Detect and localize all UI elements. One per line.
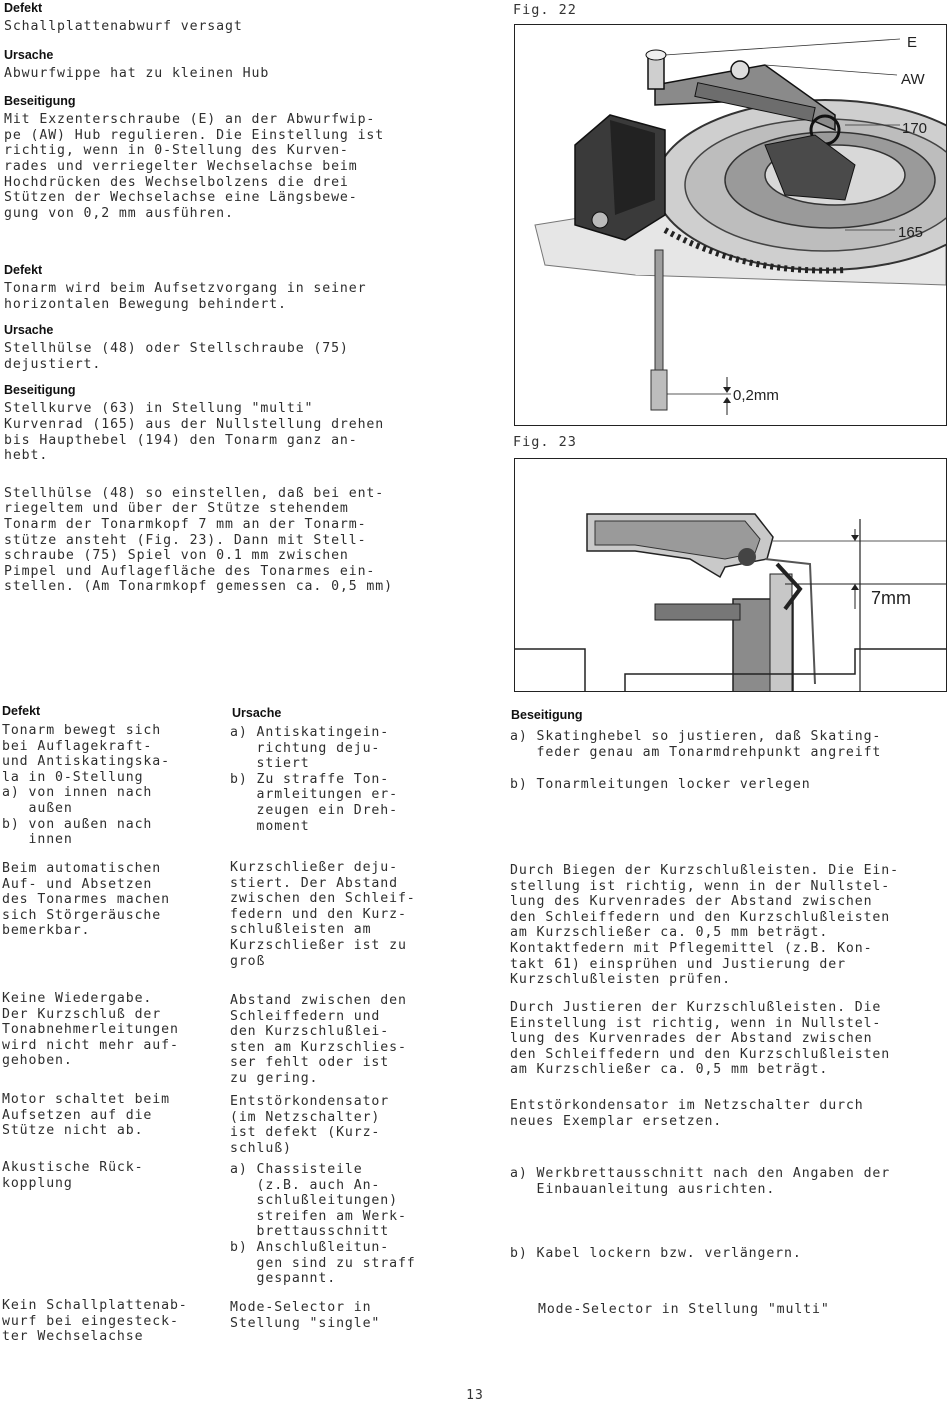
defekt-text: Tonarm wird beim Aufsetzvorgang in seiner horizontalen Bewegung behindert. <box>4 281 367 312</box>
defekt-heading: Defekt <box>4 263 43 277</box>
row1-beseitigung-a: a) Skatinghebel so justieren, daß Skating- feder genau am Tonarmdrehpunkt angreift <box>510 729 882 760</box>
row1-defekt: Tonarm bewegt sich bei Auflagekraft- und Antiskatingska- la in 0-Stellung a) von innen nach außen b) von außen nach innen <box>2 723 170 848</box>
beseitigung-text: Mit Exzenterschraube (E) an der Abwurfwip- pe (AW) Hub regulieren. Die Einstellung ist richtig, wenn in 0-Stellung des Kurven- rades und verriegelter Wechselachse beim Hochdrücken des Wechselbolzens die drei Stützen der Wechselachse eine Längsbewe- gung von 0,2 mm ausführen. <box>4 112 385 221</box>
beseitigung-heading: Beseitigung <box>4 383 76 398</box>
row5-beseitigung-b: b) Kabel lockern bzw. verlängern. <box>510 1246 802 1261</box>
beseitigung-heading: Beseitigung <box>4 94 76 109</box>
label-aw: AW <box>901 71 925 88</box>
row3-ursache: Abstand zwischen den Schleiffedern und den Kurzschlußlei- sten am Kurzschlies- ser fehlt oder ist zu gering. <box>230 993 407 1086</box>
row6-defekt: Kein Schallplattenab- wurf bei eingesteck- ter Wechselachse <box>2 1298 188 1345</box>
row1-ursache: a) Antiskatingein- richtung deju- stiert b) Zu straffe Ton- armleitungen er- zeugen ein Dreh- moment <box>230 725 398 834</box>
fig22-caption: Fig. 22 <box>513 2 577 18</box>
table-col3-header: Beseitigung <box>511 708 583 722</box>
fig23-caption: Fig. 23 <box>513 434 577 450</box>
row6-ursache: Mode-Selector in Stellung "single" <box>230 1300 381 1331</box>
row4-ursache: Entstörkondensator (im Netzschalter) ist defekt (Kurz- schluß) <box>230 1094 390 1156</box>
defekt-heading: Defekt <box>4 1 43 15</box>
fig23-drawing <box>514 458 947 692</box>
fig22-photo <box>514 24 947 426</box>
label-e: E <box>907 34 918 51</box>
row5-ursache: a) Chassisteile (z.B. auch An- schlußleitungen) streifen am Werk- brettausschnitt b) Anschlußleitun- gen sind zu straff gespannt. <box>230 1162 416 1287</box>
row6-beseitigung: Mode-Selector in Stellung "multi" <box>538 1302 830 1317</box>
section-tonarm <box>4 262 494 595</box>
row2-beseitigung: Durch Biegen der Kurzschlußleisten. Die Ein- stellung ist richtig, wenn in der Nullstel- lung des Kurvenrades der Abstand zwischen den Schleiffedern und den Kurzschlußleisten am Kurzschließer ca. 0,5 mm beträgt. Kontaktfedern mit Pflegemittel (z.B. Kon- takt 61) einsprühen und Justierung der Kurzschlußleisten prüfen. <box>510 863 899 988</box>
fig22-illustration <box>515 25 946 425</box>
label-7mm: 7mm <box>871 588 911 608</box>
label-170: 170 <box>902 120 928 137</box>
row1-beseitigung-b: b) Tonarmleitungen locker verlegen <box>510 777 811 792</box>
row2-ursache: Kurzschließer deju- stiert. Der Abstand zwischen den Schleif- federn und den Kurz- schlußleisten am Kurzschließer ist zu groß <box>230 860 416 969</box>
section-abwurf <box>4 0 494 221</box>
page-number: 13 <box>466 1388 484 1403</box>
table-col1-header: Defekt <box>2 704 41 718</box>
fig23-illustration <box>515 459 946 691</box>
ursache-text: Stellhülse (48) oder Stellschraube (75) dejustiert. <box>4 341 349 372</box>
row3-defekt: Keine Wiedergabe. Der Kurzschluß der Tonabnehmerleitungen wird nicht mehr auf- gehoben. <box>2 991 179 1069</box>
label-165: 165 <box>898 224 924 241</box>
table-col2-header: Ursache <box>232 706 282 720</box>
defekt-text: Schallplattenabwurf versagt <box>4 19 243 34</box>
beseitigung-text: Stellkurve (63) in Stellung "multi" Kurvenrad (165) aus der Nullstellung drehen bis Haupthebel (194) den Tonarm ganz an- hebt. <box>4 401 385 464</box>
row5-beseitigung-a: a) Werkbrettausschnitt nach den Angaben der Einbauanleitung ausrichten. <box>510 1166 891 1197</box>
row4-defekt: Motor schaltet beim Aufsetzen auf die Stütze nicht ab. <box>2 1092 170 1139</box>
label-gap: 0,2mm <box>733 387 779 404</box>
row4-beseitigung: Entstörkondensator im Netzschalter durch neues Exemplar ersetzen. <box>510 1098 864 1129</box>
adjustment-text: Stellhülse (48) so einstellen, daß bei ent- riegeltem und über der Stütze stehendem Tonarm der Tonarmkopf 7 mm an der Tonarm- stütze ansteht (Fig. 23). Dann mit Stell- schraube (75) Spiel von 0.1 mm zwischen Pimpel und Auflagefläche des Tonarmes ein- stellen. (Am Tonarmkopf gemessen ca. 0,5 mm) <box>4 485 393 595</box>
row2-defekt: Beim automatischen Auf- und Absetzen des Tonarmes machen sich Störgeräusche bemerkbar. <box>2 861 170 939</box>
ursache-text: Abwurfwippe hat zu kleinen Hub <box>4 65 270 81</box>
row3-beseitigung: Durch Justieren der Kurzschlußleisten. Die Einstellung ist richtig, wenn in Nullstel- lung des Kurvenrades der Abstand zwischen den Schleiffedern und den Kurzschlußleisten am Kurzschließer ca. 0,5 mm beträgt. <box>510 1000 891 1078</box>
ursache-heading: Ursache <box>4 47 54 62</box>
ursache-heading: Ursache <box>4 323 54 338</box>
row5-defekt: Akustische Rück- kopplung <box>2 1160 144 1191</box>
